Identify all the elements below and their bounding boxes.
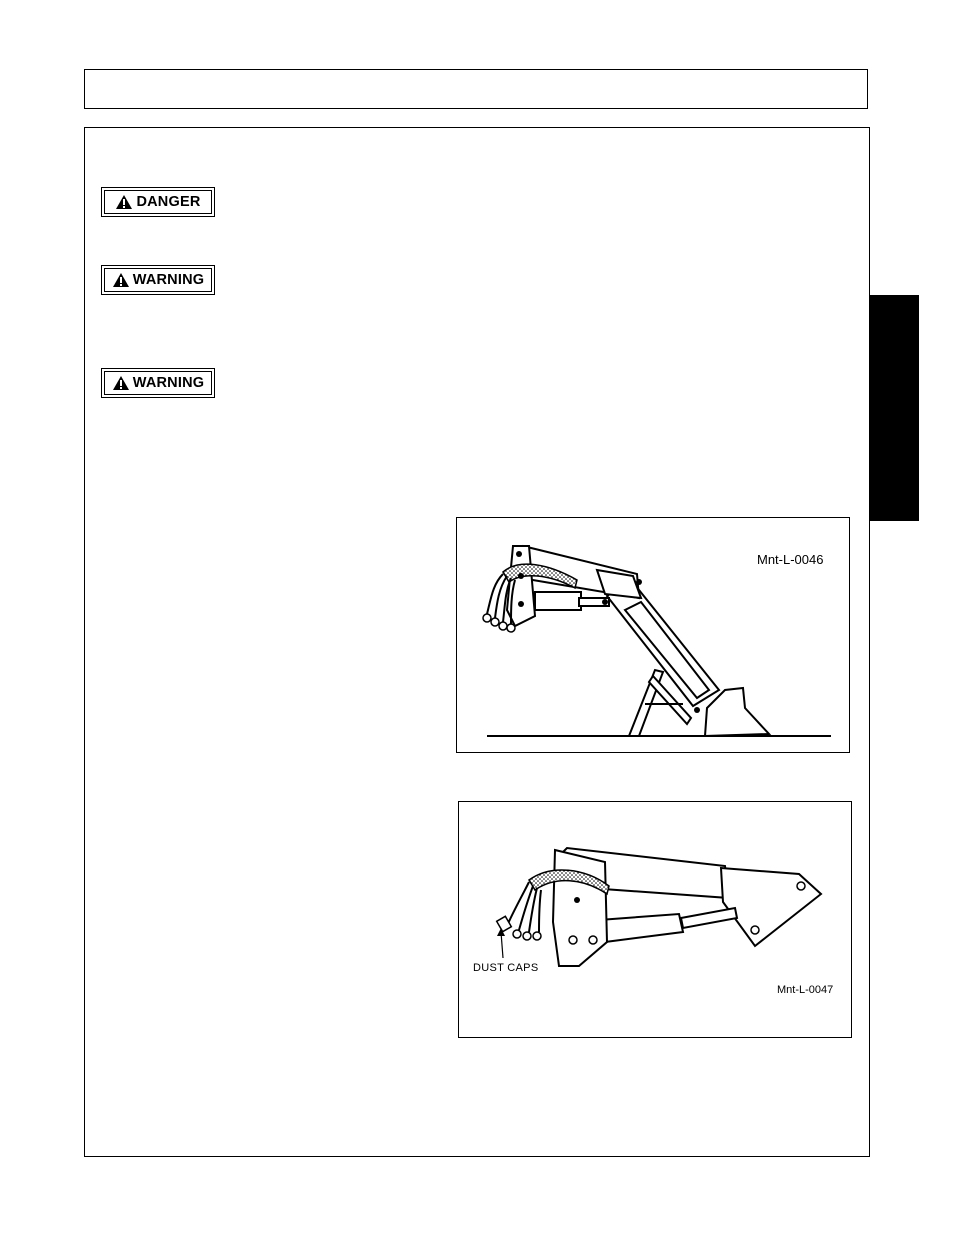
alert-triangle-icon — [112, 272, 130, 288]
signal-word: DANGER — [136, 194, 201, 210]
loader-arm-illustration — [459, 802, 853, 1039]
figure-id: Mnt-L-0046 — [757, 552, 824, 567]
signal-word: WARNING — [132, 272, 205, 288]
dust-caps-callout: DUST CAPS — [473, 962, 539, 974]
header-box — [84, 69, 868, 109]
alert-triangle-icon — [112, 375, 130, 391]
danger-signal — [101, 187, 215, 217]
figure-loader-lowered — [458, 801, 852, 1038]
signal-word: WARNING — [132, 375, 205, 391]
warning-signal — [101, 368, 215, 398]
figure-id: Mnt-L-0047 — [777, 984, 834, 996]
section-tab — [869, 295, 919, 521]
figure-loader-stand — [456, 517, 850, 753]
warning-signal — [101, 265, 215, 295]
alert-triangle-icon — [115, 194, 133, 210]
